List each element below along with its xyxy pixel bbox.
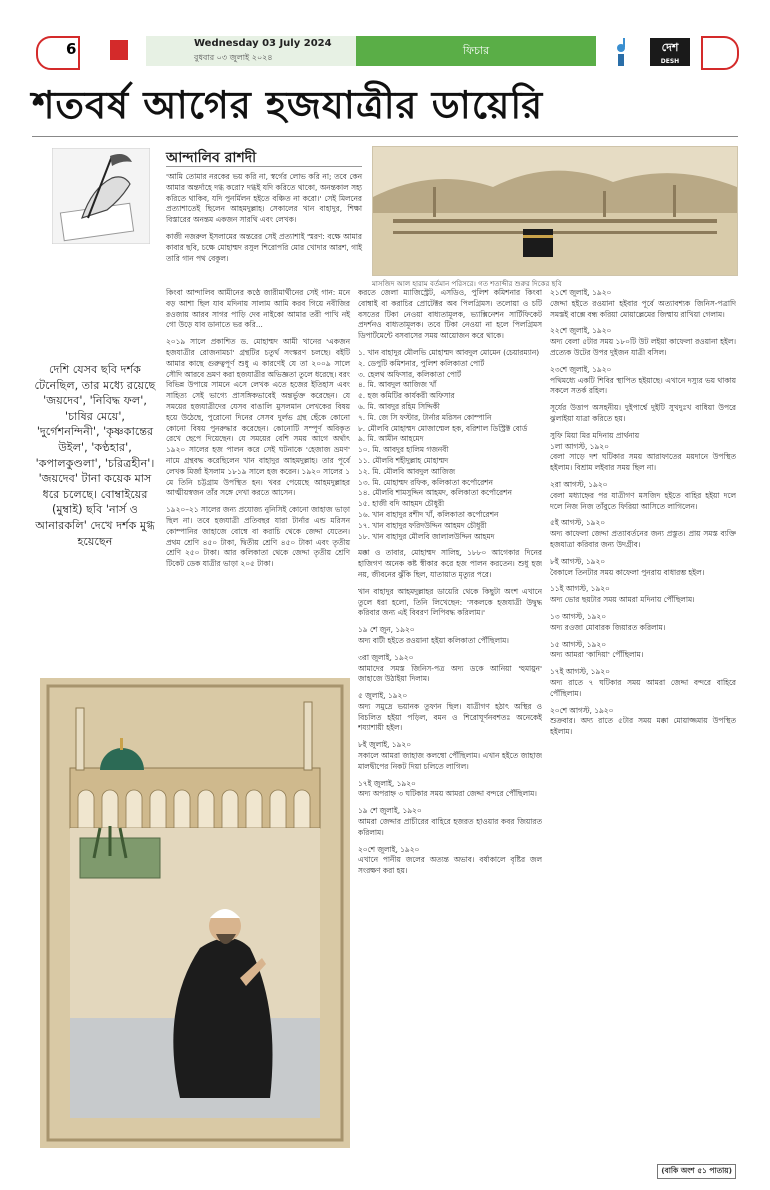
desh-logo (650, 38, 690, 66)
section-label: ফিচার (356, 36, 596, 66)
column-paragraph: কিংবা আন্দালিব আমীনের কণ্ঠে জারীমার্থীনের সেই গান: মনে বড় আশা ছিল যাব মদিনায় সালাম আমি করব গিয়ে নবীজির রওজায় আরব সাগর পাড়ি দেব নাইকো আমার তরী পাখি নই গো উড়ে যাব ডানাতে ভর করি... (166, 288, 350, 330)
diary-entry: সুফি মিয়া মির মদিনায় প্রার্থনায় ১লা আগস্ট, ১৯২০ বেলা সাড়ে দশ ঘটিকার সময় আরাফাতের ময়দানে উপস্থিত হইলাম। বিশ্রাম লইবার সময় ছিল না। (550, 430, 736, 473)
intro-paragraph: 'আমি তোমার নরকের ভয় করি না, স্বর্গের লোভ করি না; তবে কেন আমার অন্তর্দাহে দগ্ধ করো? দগ্ধই যদি করিতে থাকো, অনন্তকাল সহ্য করিতে থাকিব, যদি পুনর্মিলন হইতে বঞ্চিত না করো।' সেই মিলনের প্রত্যাশাতেই ছিলেন আহমদুল্লাহ। সেকালের খান বাহাদুর, শিক্ষা বিস্তারের অনন্তম একজন সারথি এবং লেখক। (166, 172, 362, 225)
statue-icon (611, 36, 631, 66)
logo-subtext: DESH (660, 58, 680, 65)
diary-entry: ৫ জুলাই, ১৯২০ অদ্য সমুদ্রে ভয়ানক তুফান ছিল। যাত্রীগণ হঠাৎ অস্থির ও বিচলিত হইয়া পড়িল, বমন ও শিরোঘূর্ণনবশতঃ অনেকেই শয্যাশায়ী হইল। (358, 691, 542, 733)
header-red-mark (110, 40, 128, 60)
column-paragraph: ২০১৯ সালে প্রকাশিত ড. মোহাম্মদ আমী খানের 'একজন হজযাত্রীর রোজনামচা' গ্রন্থটির চতুর্থ সংস্করণ চলছে। বইটি আমার কাছে গুরুত্বপূর্ণ শুধু এ কারণেই যে তা ২০০৯ সালে সৌদি আরবে ভ্রমণ করা হজযাত্রীর অভিজ্ঞতা তুলে ধরেছে। বরং বিভিন্ন উপায়ে সামনে এসে লেখক এতে হজের ইতিহাস এবং সাহিত্য সেই ভাগ্যে প্রাসঙ্গিকভাবেই অন্তর্ভুক্ত করেছেন। যে সময়ের হজযাত্রীদের যেসব বাঙালি মুসলমান লেখকের বিষয় হয়ে উঠেছে, পুরোনো দিনের সেসব দুর্লভ গ্রন্থ ছেঁকে কোনো কোনো বিষয় পুনরুদ্ধার করেছেন। কোনোটি সম্পূর্ণ অবিকৃত রেখে ছেপে দিয়েছেন। যে সময়ের বেশি সময় আগে অর্থাৎ ১৯২০ সালের হজ পালন করে সেই ঘটনাকে 'হেজাজ ভ্রমণ' নামে গ্রন্থবদ্ধ করেছিলেন খান বাহাদুর আহমদুল্লাহ। তার পূর্বে লেখক মির্জা ইসলাম ১৮১৯ সালে হজ করেন। ১৯২০ সালের ১ মে তিনি চট্টগ্রাম উপস্থিত হন। খবর পেয়েছে আহমদুল্লাহর আত্মীয়স্বজন তাঁর সঙ্গে দেখা করতে আসেন। (166, 337, 350, 498)
writing-hand-sketch (52, 148, 150, 244)
diary-entry: ২০শে জুলাই, ১৯২০ এখানে পানীয় জলের অত্যন্ত অভাব। বর্ষাকালে বৃষ্টির জল সংরক্ষণ করা হয়। (358, 844, 542, 876)
column-paragraph: ১৯২০–২১ সালের জন্য প্রযোজ্য নুনিসিই কোনো জাহাজ ভাড়া ছিল না। তবে হজযাত্রী প্রতিবছর যারা টার্নার এন্ড মরিসন কোম্পানির জাহাজে বোম্বে বা করাচি থেকে জেদ্দা যেতেন। প্রথম শ্রেণি ৪৫০ টাকা, দ্বিতীয় শ্রেণি ৪৫০ টাকা এবং তৃতীয় শ্রেণি ২৫০ টাকা। আর কলিকাতা থেকে জেদ্দা তৃতীয় শ্রেণি টিকেট ডেক যাত্রীর ভাড়া ২০৫ টাকা। (166, 505, 350, 569)
diary-entry: ১৯ শে জুন, ১৯২০ অদ্য বাটী হইতে রওয়ানা হইয়া কলিকাতা পৌঁছিলাম। (358, 625, 509, 645)
diary-entry: ২১শে জুলাই, ১৯২০ জেদ্দা হইতে রওয়ানা হইবার পূর্বে অত্যাবশ্যক জিনিস-পত্রাদি সমস্তই বাক্সে বন্ধ করিয়া মোয়াল্লেমের জিম্মায় রাখিয়া গেলাম। (550, 288, 736, 319)
intro-paragraph: কাজী নজরুল ইসলামের অন্তরের সেই প্রত্যাশাই স্মরণ: বক্ষে আমার কাবার ছবি, চক্ষে মোহাম্মদ রসুল শিরোপরি মোর খোদার আরশ, গাই তারি গান পথ বেকুল। (166, 231, 362, 263)
diary-entry: ৮ই জুলাই, ১৯২০ সকালে আমরা জাহাজ কলম্বো পৌঁছিলাম। এখান হইতে জাহাজ মালদ্বীপের নিকট দিয়া চলিতে লাগিল। (358, 740, 542, 771)
intro-text (166, 172, 362, 270)
header-right-cap (701, 36, 739, 70)
headline: শতবর্ষ আগের হজযাত্রীর ডায়েরি (32, 82, 544, 127)
committee-list: ১. খান বাহাদুর মৌলভি মোহাম্মদ আবদুল মোমেন (চেয়ারম্যান) ২. ডেপুটি কমিশনার, পুলিশ কলিকাতা পোর্ট ৩. হেলথ অফিসার, কলিকাতা পোর্ট ৪. মি. আবদুল আজিজ খাঁ ৫. হজ কমিটির কার্যকরী অফিসার ৬. মি. আবদুর রহিম সিদ্দিকী ৭. মি. জে সি ফস্টার, টার্নার মরিসন কোম্পানি ৮. মৌলবি মোহাম্মদ মোজাম্মেল হক, বরিশাল ডিস্ট্রিক্ট বোর্ড ৯. মি. আমীন আহমেদ ১০. মি. আবদুর হালিম গজনবী ১১. মৌলবি শহীদুল্লাহ মোহাম্মদ ১২. মি. মৌলবি আবদুল আজিজ ১৩. মি. মোহাম্মদ রফিক, কলিকাতা কর্পোরেশন ১৪. মৌলবি শামসুদ্দিন আহমদ, কলিকাতা কর্পোরেশন ১৫. হাজী বদি আহমদ চৌধুরী ১৬. খান বাহাদুর রশীদ খাঁ, কলিকাতা কর্পোরেশন ১৭. খান বাহাদুর ফরিদউদ্দিন আহমদ চৌধুরী ১৮. খান বাহাদুর মৌলবি জালালউদ্দিন আহমদ (358, 347, 540, 541)
diary-entry: ৫ই আগস্ট, ১৯২০ অদ্য কাফেলা জেদ্দা প্রত্যাবর্তনের জন্য প্রস্তুত। প্রায় সমস্ত ব্যক্তি হজযাত্রা করিবার জন্য উদগ্রীব। (550, 518, 736, 549)
diary-entry: সূর্যের উত্তাপ অসহনীয়। দুইপার্শ্বে দুইটি সুখদুঃখ বাধিয়া উপরে ঝুলাইয়া যাত্রা করিতে হয়। (550, 403, 736, 423)
diary-entry: ২৩শে জুলাই, ১৯২০ পথিমধ্যে একটি শিবির স্থাপিত হইয়াছে। এখানে দস্যুর ভয় থাকায় সকলে সতর্ক রহিল। (550, 364, 736, 396)
diary-entry: ১৭ই আগস্ট, ১৯২০ অদ্য রাতে ৭ ঘটিকার সময় আমরা জেদ্দা বন্দরে বাহিরে পৌঁছিলাম। (550, 667, 736, 698)
pull-quote: দেশি যেসব ছবি দর্শক টেনেছিল, তার মধ্যে রয়েছে 'জয়দেব', 'নিবিদ্ধ ফল', 'চাষির মেয়ে', 'দুর্গেশনন্দিনী', 'কৃষ্ণকান্তের উইল', 'কণ্ঠহার', 'কপালকুণ্ডলা', 'চরিত্রহীন'। 'জয়দেব' টানা কয়েক মাস ধরে চলেছে। বোম্বাইয়ের (মুম্বাই) ছবি 'নার্স ও আনারকলি' দেখে দর্শক মুগ্ধ হয়েছেন (34, 363, 156, 548)
column-paragraph: খান বাহাদুর আহমদুল্লাহর ডায়েরি থেকে কিছুটা অংশ এখানে তুলে ধরা হলো, তিনি লিখেছেন: 'সকলকে হজযাত্রী উদ্বুদ্ধ করিবার জন্য এই বিবরণ লিপিবদ্ধ করিলাম।' (358, 586, 542, 618)
date-block (146, 36, 356, 66)
date-english: Wednesday 03 July 2024 (194, 38, 332, 49)
photo-caption: মাসজিদ আল হারাম বর্তমান পরিসরে। গত শতাব্দীর শুরুর দিকের ছবি (372, 280, 562, 288)
column-3 (550, 288, 736, 1158)
page-header (36, 36, 736, 66)
diary-entry: ৩রা জুলাই, ১৯২০ আমাদের সমস্ত জিনিস-পত্র অদ্য ডকে আনিয়া 'হুমায়ুন' জাহাজে উঠাইয়া দিলাম। (358, 652, 542, 684)
continued-note: (বাকি অংশ ৫১ পাতায়) (657, 1164, 736, 1179)
diary-entry: ৮ই আগস্ট, ১৯২০ বৈকালে তিনটার সময় কাফেলা পুনরায় বাধারম্ভ হইল। (550, 556, 705, 577)
author-divider (166, 166, 362, 167)
mosque-photo (372, 146, 738, 276)
column-paragraph: করতে জেলা ম্যাজিস্ট্রেট, এসডিও, পুলিশ কমিশনার কিংবা বোম্বাই বা করাচির প্রোটেক্টর অব পিলগ্রিমস। তলোয়া ও চটি বসতের টিকা নেওয়া বাধ্যতামূলক, ভ্যাক্সিনেশন সার্টিফিকেট প্রদর্শনও বাধ্যতামূলক। তবে টিকা নেওয়া না হলে পিলগ্রিমস ডিপার্টমেন্টে বসবাসের সময় আয়োজন করে থাকে। (358, 288, 542, 341)
column-paragraph: মক্কা ও তাবার, মোহাম্মদ সালিহ, ১৮৮০ আগেকার দিনের হাজিগণ অনেক কষ্ট স্বীকার করে হজ পালন করতেন। শুধু হজ নয়, জীবনের ঝুঁকি ছিল, যাতায়াত মৃত্যুর পরে। (358, 548, 542, 579)
diary-entry: ১৯ শে জুলাই, ১৯২০ আমরা জেদ্দার প্রাচীরের বাহিরে হজরত হাওয়ার কবর জিয়ারত করিলাম। (358, 806, 542, 837)
diary-entry: ২রা আগস্ট, ১৯২০ বেলা মধ্যাহ্নের পর যাত্রীগণ মসজিদ হইতে বাহির হইয়া দলে দলে নিজ নিজ তাঁবুতে ফিরিয়া আসিতে লাগিলেন। (550, 479, 736, 511)
column-1 (166, 288, 350, 576)
diary-entry: ১৭ই জুলাই, ১৯২০ অদ্য অপরাহ্ন ৩ ঘটিকার সময় আমরা জেদ্দা বন্দরে পৌঁছিলাম। (358, 778, 537, 799)
diary-entry: ২২শে জুলাই, ১৯২০ অদ্য বেলা ৫টার সময় ১৮০টি উট লইয়া কাফেলা রওয়ানা হইল। প্রত্যেক উটের উপর দুইজন যাত্রী বসিল। (550, 326, 736, 357)
column-2 (358, 288, 542, 1178)
diary-entry: ১৫ আগস্ট, ১৯২০ অদ্য আমরা 'কাদিয়া' পৌঁছিলাম। (550, 639, 644, 660)
headline-divider (32, 136, 738, 137)
diary-entry: ২০শে আগস্ট, ১৯২০ শুক্রবার। অদ্য রাতে ৫টার সময় মক্কা মোয়াজ্জমায় উপস্থিত হইলাম। (550, 705, 736, 737)
diary-entry: ১১ই আগস্ট, ১৯২০ অদ্য ভোর ছয়টার সময় আমরা মদিনায় পৌঁছিলাম। (550, 584, 695, 605)
author-name: আন্দালিব রাশদী (166, 150, 257, 166)
date-bangla: বুধবার ০৩ জুলাই ২০২৪ (194, 53, 273, 62)
diary-entry: ১৩ আগস্ট, ১৯২০ অদ্য রওজা মোবারক জিয়ারত করিলাম। (550, 611, 666, 632)
page-number: 6 (66, 40, 77, 58)
logo-text: দেশ (661, 41, 679, 54)
pilgrim-painting (40, 678, 350, 1148)
